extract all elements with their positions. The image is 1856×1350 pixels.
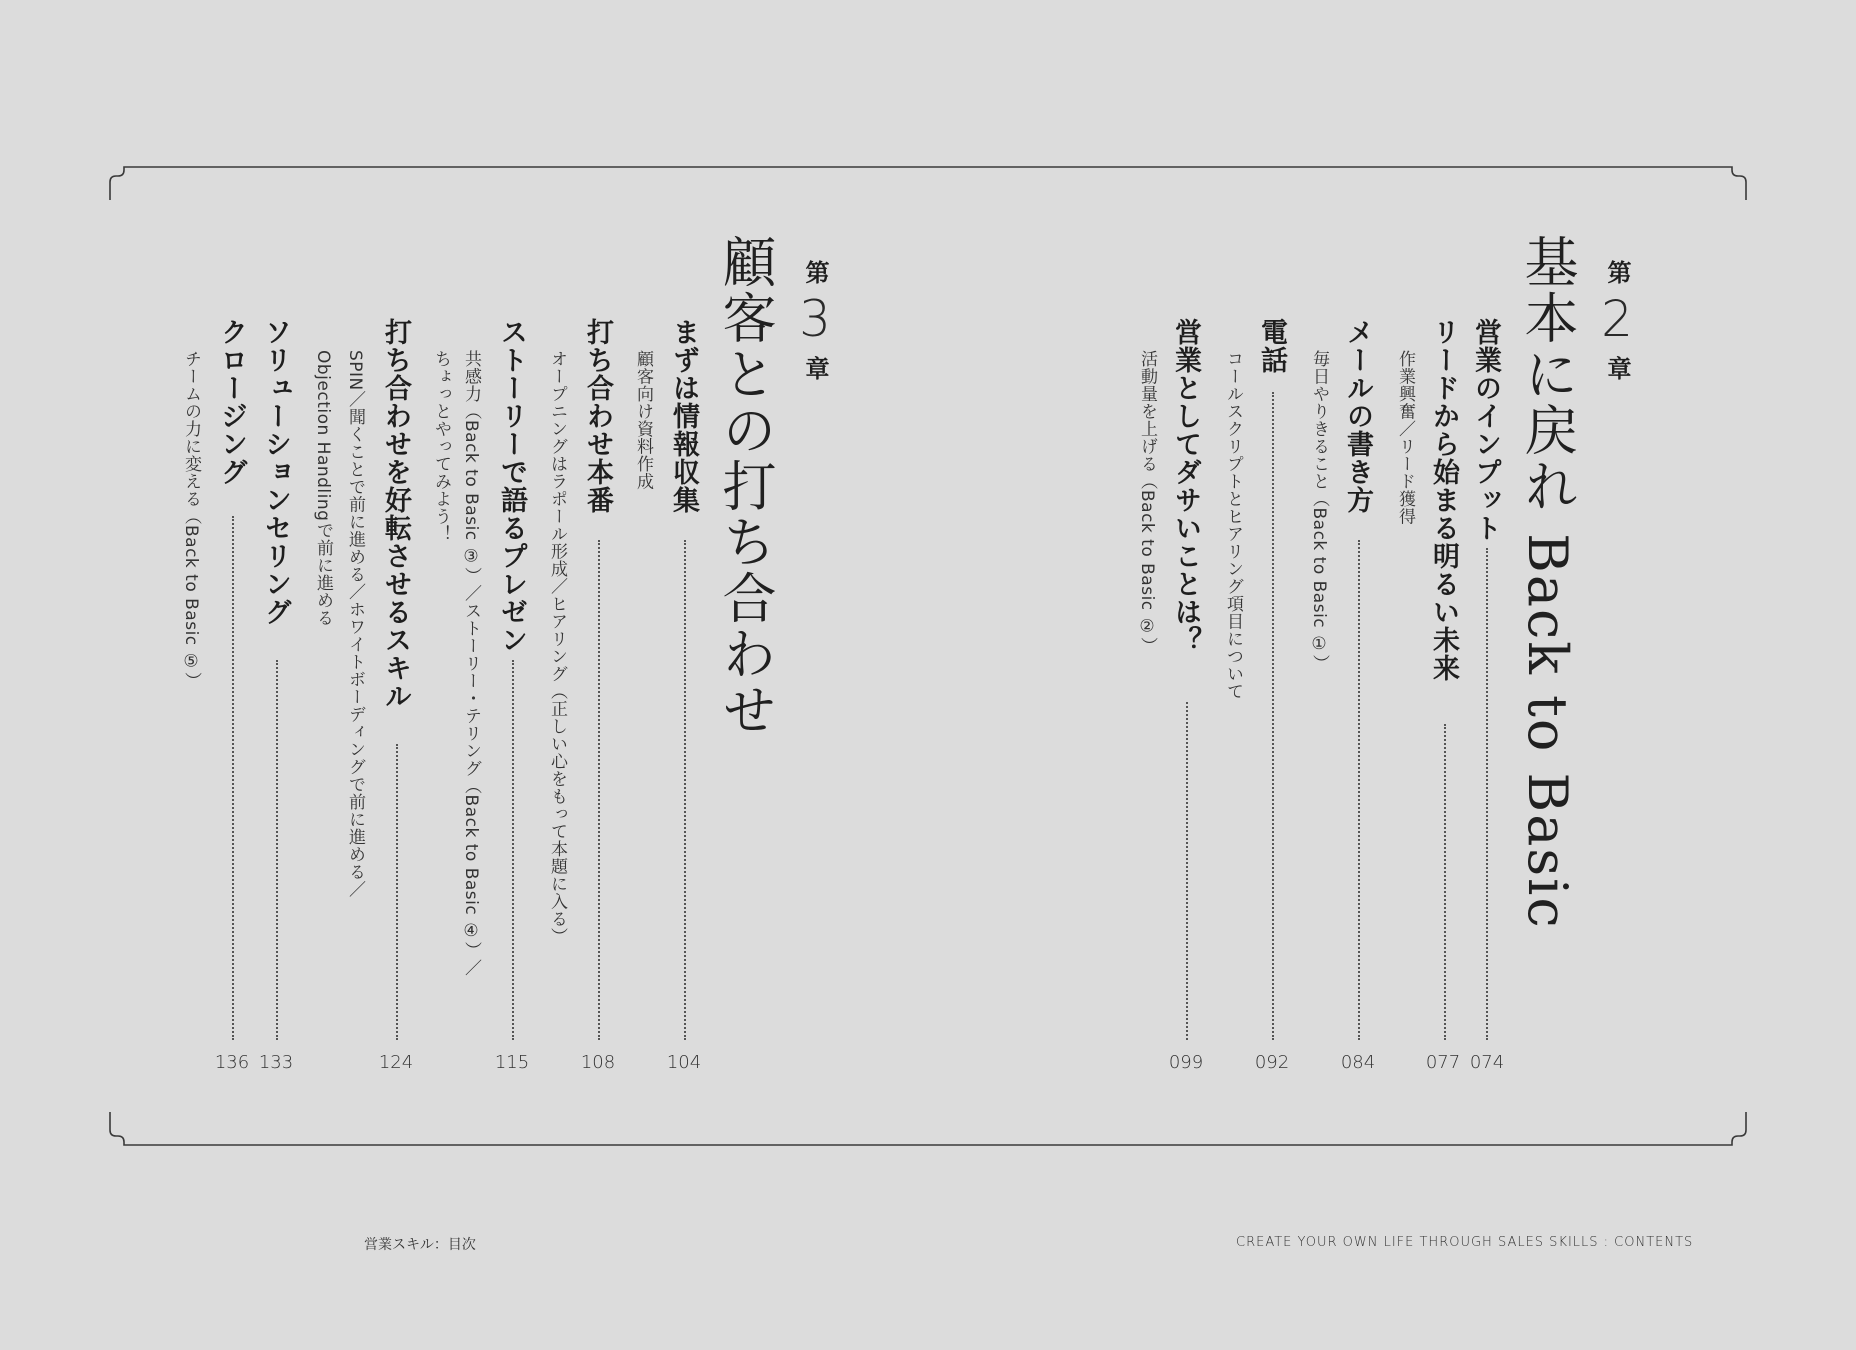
leader-dots [684,540,686,1040]
leader-dots [1358,540,1360,1040]
page-number[interactable]: 084 [1340,1052,1376,1073]
toc-entry-subtitle-cont: ちょっとやってみよう！ [431,350,451,543]
chapter-mark-top: 第 [801,260,829,284]
leader-dots [598,540,600,1040]
toc-entry-subtitle: SPIN／聞くことで前に進める／ホワイトボーディングで前に進める／ [345,350,365,899]
toc-entry-subtitle: 毎日やりきること（Back to Basic ①） [1309,350,1329,673]
page-number[interactable]: 108 [580,1052,616,1073]
toc-entry-title[interactable]: ソリューションセリング [260,318,291,626]
toc-entry-subtitle: 活動量を上げる（Back to Basic ②） [1137,350,1157,655]
leader-dots [1272,392,1274,1040]
chapter-2-title: 基本に戻れ Back to Basic [1516,234,1579,930]
toc-entry-subtitle: チームの力に変える（Back to Basic ⑤） [181,350,201,690]
chapter-mark-bottom: 章 [1603,356,1631,380]
page-number[interactable]: 092 [1254,1052,1290,1073]
toc-entry-title[interactable]: 打ち合わせを好転させるスキル [380,318,411,710]
page-number[interactable]: 077 [1425,1052,1461,1073]
toc-entry-title[interactable]: 電話 [1256,318,1287,374]
toc-entry-title[interactable]: メールの書き方 [1342,318,1373,514]
leader-dots [396,744,398,1040]
page-number[interactable]: 124 [378,1052,414,1073]
toc-entry-title[interactable]: 営業のインプット [1470,318,1501,542]
page-number[interactable]: 136 [214,1052,250,1073]
toc-entry-subtitle-cont: Objection Handlingで前に進める [313,350,333,627]
leader-dots [1444,724,1446,1040]
chapter-mark-top: 第 [1603,260,1631,284]
toc-entry-title[interactable]: クロージング [216,318,247,486]
footer-right: CREATE YOUR OWN LIFE THROUGH SALES SKILLS : CONTENTS [1236,1235,1694,1250]
chapter-2-number [1588,260,1646,380]
toc-entry-title[interactable]: まずは情報収集 [668,318,699,514]
toc-entry-title[interactable]: 打ち合わせ本番 [582,318,613,514]
leader-dots [1486,548,1488,1040]
toc-entry-title[interactable]: ストーリーで語るプレゼン [496,318,527,654]
page-number[interactable]: 104 [666,1052,702,1073]
toc-entry-subtitle: オープニングはラポール形成／ヒアリング（正しい心をもって本題に入る） [547,350,567,945]
page-number[interactable]: 115 [494,1052,530,1073]
toc-entry-title[interactable]: リードから始まる明るい未来 [1428,318,1459,682]
leader-dots [232,516,234,1040]
chapter-digit: 3 [786,290,844,348]
toc-entry-subtitle: コールスクリプトとヒアリング項目について [1223,350,1243,700]
chapter-3-number [786,260,844,380]
chapter-mark-bottom: 章 [801,356,829,380]
page-number[interactable]: 099 [1168,1052,1204,1073]
chapter-digit: 2 [1588,290,1646,348]
toc-entry-subtitle: 作業興奮／リード獲得 [1395,350,1415,525]
footer-left: 営業スキル：目次 [364,1237,476,1253]
toc-entry-title[interactable]: 営業としてダサいことは？ [1170,318,1201,654]
toc-entry-subtitle: 共感力（Back to Basic ③）／ストーリー・テリング（Back to Basic ④）／ [461,350,481,977]
leader-dots [1186,702,1188,1040]
page-number[interactable]: 074 [1469,1052,1505,1073]
leader-dots [512,660,514,1040]
toc-entry-subtitle: 顧客向け資料作成 [633,350,653,490]
chapter-3-title: 顧客との打ち合わせ [714,234,777,738]
leader-dots [276,660,278,1040]
page-number[interactable]: 133 [258,1052,294,1073]
